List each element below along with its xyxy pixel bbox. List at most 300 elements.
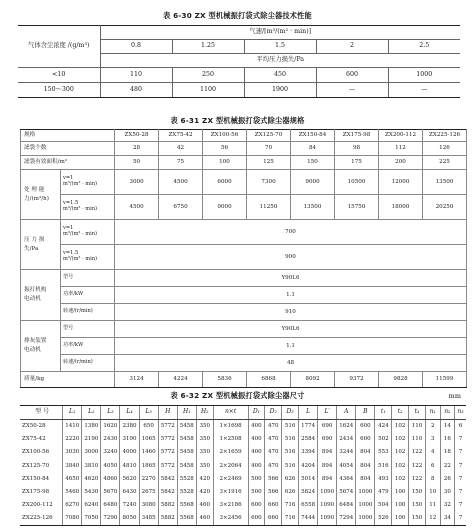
table-cell: 11599 bbox=[423, 372, 467, 388]
table-cell: 400 bbox=[248, 420, 265, 433]
table-cell: 1000 bbox=[356, 512, 375, 525]
column-header: n₂ bbox=[440, 406, 455, 420]
table-cell: 102 bbox=[392, 420, 409, 433]
table-row bbox=[21, 304, 467, 321]
table-row bbox=[21, 338, 467, 355]
table-cell: 6480 bbox=[101, 499, 120, 512]
table-cell: 1.1 bbox=[115, 338, 467, 355]
table-cell: 7 bbox=[455, 485, 466, 498]
table-cell: 6270 bbox=[63, 499, 82, 512]
model-header: ZX125-70 bbox=[247, 130, 291, 142]
row-label: 滤袋有效面积/m² bbox=[21, 156, 115, 170]
table-cell: 102 bbox=[392, 433, 409, 446]
table-cell: 3244 bbox=[337, 446, 356, 459]
table-cell: 2220 bbox=[63, 433, 82, 446]
table-cell: 516 bbox=[282, 459, 299, 472]
table-cell: 3190 bbox=[120, 433, 139, 446]
table-row bbox=[20, 485, 466, 498]
table-cell: 2×1659 bbox=[213, 446, 248, 459]
table-row bbox=[18, 68, 460, 83]
table-cell: 516 bbox=[282, 420, 299, 433]
model-header: ZX100-56 bbox=[203, 130, 247, 142]
table-cell: 1000 bbox=[388, 68, 460, 83]
table-cell: 225 bbox=[423, 156, 467, 170]
column-header: L₅ bbox=[139, 406, 158, 420]
table-cell: 42 bbox=[159, 142, 203, 156]
table-cell: 1090 bbox=[318, 512, 337, 525]
table-cell: 9828 bbox=[379, 372, 423, 388]
table-cell: 3840 bbox=[63, 459, 82, 472]
sub-label: 功率/kW bbox=[61, 287, 115, 304]
unit-label: mm bbox=[448, 392, 461, 400]
table-cell: 2434 bbox=[337, 433, 356, 446]
table-cell: 150 bbox=[409, 499, 426, 512]
sub-label: v=1.5 m³/(m² · min) bbox=[61, 245, 115, 270]
column-header: L bbox=[299, 406, 318, 420]
table-cell: 5528 bbox=[177, 485, 196, 498]
table-cell: 34 bbox=[440, 512, 455, 525]
table-cell: 8050 bbox=[120, 512, 139, 525]
table-cell: 516 bbox=[375, 459, 392, 472]
table-cell: 470 bbox=[265, 459, 282, 472]
table-row bbox=[21, 142, 467, 156]
table-cell: 1065 bbox=[139, 433, 158, 446]
table-cell: 350 bbox=[196, 420, 213, 433]
table-cell: Y90L6 bbox=[115, 270, 467, 287]
table-cell: 4364 bbox=[337, 472, 356, 485]
table-cell: 10 bbox=[425, 485, 440, 498]
column-header: n₃ bbox=[455, 406, 466, 420]
row-label: 处 理 能 力/(m³/h) bbox=[21, 170, 61, 220]
table-cell: 420 bbox=[196, 472, 213, 485]
table-cell: 175 bbox=[335, 156, 379, 170]
column-header: n₁ bbox=[425, 406, 440, 420]
table-cell: 150 bbox=[409, 512, 426, 525]
table-cell: 5824 bbox=[299, 485, 318, 498]
table-cell: 420 bbox=[196, 485, 213, 498]
table-cell: 112 bbox=[379, 142, 423, 156]
column-header: t₁ bbox=[375, 406, 392, 420]
table-cell: 8 bbox=[425, 472, 440, 485]
table-cell: 2190 bbox=[82, 433, 101, 446]
table-cell: 3000 bbox=[82, 446, 101, 459]
table-cell: 2×2064 bbox=[213, 459, 248, 472]
table-cell: 4000 bbox=[120, 446, 139, 459]
column-header: B bbox=[356, 406, 375, 420]
table-cell: 5458 bbox=[177, 459, 196, 472]
table-cell: 5430 bbox=[82, 485, 101, 498]
table-cell: 3×1916 bbox=[213, 485, 248, 498]
table-cell: 626 bbox=[282, 472, 299, 485]
model-header: ZX175-98 bbox=[335, 130, 379, 142]
table-row bbox=[20, 512, 466, 525]
table-cell: 1100 bbox=[172, 83, 244, 98]
table-cell: 3×2186 bbox=[213, 499, 248, 512]
table-cell: 100 bbox=[203, 156, 247, 170]
table-cell: 6 bbox=[455, 420, 466, 433]
table-cell: 48 bbox=[115, 355, 467, 372]
table-cell: 2584 bbox=[299, 433, 318, 446]
table-cell: 7050 bbox=[82, 512, 101, 525]
table-cell: 4050 bbox=[101, 459, 120, 472]
table-cell: 894 bbox=[318, 459, 337, 472]
sub-label: 转速/(r/min) bbox=[61, 304, 115, 321]
table-cell: 102 bbox=[392, 446, 409, 459]
sub-label: 功率/kW bbox=[61, 338, 115, 355]
table-cell: 9000 bbox=[203, 195, 247, 220]
table-cell: 7240 bbox=[120, 499, 139, 512]
table-cell: 504 bbox=[375, 499, 392, 512]
table-cell: 910 bbox=[115, 304, 467, 321]
table-cell: 5842 bbox=[158, 485, 177, 498]
table-cell: 16 bbox=[440, 433, 455, 446]
sub-label: v=1.5 m³/(m² · min) bbox=[61, 195, 115, 220]
table-cell: 5460 bbox=[63, 485, 82, 498]
table-cell: 28 bbox=[115, 142, 159, 156]
velocity-value: 2 bbox=[316, 40, 388, 54]
table-6-31-caption: 表 6-31 ZX 型机械振打袋式除尘器规格 bbox=[170, 116, 305, 125]
table-cell: — bbox=[388, 83, 460, 98]
table-cell: 2×2469 bbox=[213, 472, 248, 485]
table-cell: 14 bbox=[440, 420, 455, 433]
column-header: D₁ bbox=[248, 406, 265, 420]
table-cell: 3080 bbox=[139, 499, 158, 512]
table-row bbox=[20, 433, 466, 446]
table-cell: 50 bbox=[115, 156, 159, 170]
sub-label: v=1 m³/(m² · min) bbox=[61, 220, 115, 245]
table-cell: 13500 bbox=[291, 195, 335, 220]
model-name-cell: ZX75-42 bbox=[22, 436, 46, 443]
table-cell: 716 bbox=[282, 499, 299, 512]
column-header: t₃ bbox=[409, 406, 426, 420]
table-cell: 3810 bbox=[82, 459, 101, 472]
table-cell: 122 bbox=[409, 446, 426, 459]
table-cell: 526 bbox=[375, 512, 392, 525]
table-cell: 5882 bbox=[158, 499, 177, 512]
table-6-32-caption: 表 6-32 ZX 型机械振打袋式除尘器尺寸 bbox=[170, 391, 305, 400]
table-header-row bbox=[20, 406, 466, 420]
table-cell: 1620 bbox=[101, 420, 120, 433]
table-row bbox=[20, 459, 466, 472]
table-cell: 690 bbox=[318, 433, 337, 446]
table-cell: 424 bbox=[375, 420, 392, 433]
table-cell: 3000 bbox=[115, 170, 159, 195]
table-cell: 894 bbox=[318, 446, 337, 459]
row-label: 排灰装置 电动机 bbox=[21, 321, 61, 372]
table-cell: 5882 bbox=[158, 512, 177, 525]
table-cell: 5568 bbox=[177, 499, 196, 512]
table-row bbox=[21, 355, 467, 372]
model-header: ZX225-126 bbox=[423, 130, 467, 142]
table-cell: 7300 bbox=[247, 170, 291, 195]
table-cell: Y90L6 bbox=[115, 321, 467, 338]
table-cell: 7 bbox=[455, 512, 466, 525]
column-header: L₁ bbox=[63, 406, 82, 420]
table-cell: 480 bbox=[100, 83, 172, 98]
dust-concentration-header: 气体含尘浓度 /(g/m³) bbox=[18, 26, 100, 68]
table-cell: 500 bbox=[248, 472, 265, 485]
table-row bbox=[20, 472, 466, 485]
row-label: <10 bbox=[18, 68, 100, 83]
table-cell: 84 bbox=[291, 142, 335, 156]
table-row bbox=[20, 420, 466, 433]
table-cell: 4650 bbox=[63, 472, 82, 485]
table-6-30-caption: 表 6-30 ZX 型机械振打袋式除尘器技术性能 bbox=[163, 11, 312, 20]
table-cell: 470 bbox=[265, 420, 282, 433]
table-cell: 2 bbox=[425, 420, 440, 433]
model-header: ZX75-42 bbox=[159, 130, 203, 142]
table-cell: 1380 bbox=[82, 420, 101, 433]
table-cell: 6750 bbox=[159, 195, 203, 220]
table-cell: 894 bbox=[318, 472, 337, 485]
table-cell: 470 bbox=[265, 433, 282, 446]
table-cell: 700 bbox=[115, 220, 467, 245]
spec-label: 规格 bbox=[21, 130, 115, 142]
table-cell: 1774 bbox=[299, 420, 318, 433]
table-cell: 690 bbox=[318, 420, 337, 433]
table-cell: 5836 bbox=[203, 372, 247, 388]
table-row bbox=[21, 372, 467, 388]
table-cell: 5772 bbox=[158, 446, 177, 459]
table-cell: 1624 bbox=[337, 420, 356, 433]
table-cell: 900 bbox=[115, 245, 467, 270]
table-cell: 553 bbox=[375, 446, 392, 459]
table-cell: 450 bbox=[244, 68, 316, 83]
table-cell: 7080 bbox=[63, 512, 82, 525]
table-cell: 6868 bbox=[247, 372, 291, 388]
column-header: L₃ bbox=[101, 406, 120, 420]
table-cell: 350 bbox=[196, 433, 213, 446]
column-header: D₂ bbox=[265, 406, 282, 420]
table-cell: 3124 bbox=[115, 372, 159, 388]
table-cell: 6 bbox=[425, 459, 440, 472]
sub-label: 转速/(r/min) bbox=[61, 355, 115, 372]
table-row bbox=[21, 170, 467, 195]
table-cell: 2380 bbox=[120, 420, 139, 433]
column-header: t₂ bbox=[392, 406, 409, 420]
model-name-cell: ZX125-70 bbox=[22, 462, 50, 469]
table-cell: 20250 bbox=[423, 195, 467, 220]
table-cell: 600 bbox=[248, 512, 265, 525]
row-label: 质量/kg bbox=[21, 372, 115, 388]
table-cell: 4810 bbox=[120, 459, 139, 472]
table-cell: 126 bbox=[423, 142, 467, 156]
table-cell: 1460 bbox=[139, 446, 158, 459]
model-name-cell: ZX100-56 bbox=[22, 449, 50, 456]
table-row bbox=[21, 245, 467, 270]
table-row bbox=[21, 287, 467, 304]
table-cell: 7 bbox=[455, 459, 466, 472]
table-cell: 502 bbox=[375, 433, 392, 446]
table-cell: 460 bbox=[196, 499, 213, 512]
table-cell: 12000 bbox=[379, 170, 423, 195]
table-cell: 600 bbox=[356, 433, 375, 446]
table-cell: 22 bbox=[440, 459, 455, 472]
table-cell: 18000 bbox=[379, 195, 423, 220]
model-name-cell: ZX225-126 bbox=[20, 512, 63, 525]
table-cell: 1865 bbox=[139, 459, 158, 472]
table-cell: 600 bbox=[356, 420, 375, 433]
table-cell: 493 bbox=[375, 472, 392, 485]
table-row bbox=[21, 156, 467, 170]
table-cell: 716 bbox=[282, 512, 299, 525]
model-header: ZX150-84 bbox=[291, 130, 335, 142]
table-cell: 5014 bbox=[299, 472, 318, 485]
table-cell: — bbox=[316, 83, 388, 98]
velocity-value: 0.8 bbox=[100, 40, 172, 54]
table-cell: 804 bbox=[356, 472, 375, 485]
table-cell: 7444 bbox=[299, 512, 318, 525]
table-cell: 400 bbox=[248, 459, 265, 472]
table-cell: 102 bbox=[392, 459, 409, 472]
table-cell: 4224 bbox=[159, 372, 203, 388]
table-cell: 4860 bbox=[101, 472, 120, 485]
column-header: D₃ bbox=[282, 406, 299, 420]
table-cell: 7 bbox=[455, 433, 466, 446]
table-cell: 150 bbox=[291, 156, 335, 170]
table-cell: 200 bbox=[379, 156, 423, 170]
table-cell: 5458 bbox=[177, 446, 196, 459]
table-cell: 1000 bbox=[356, 499, 375, 512]
table-row bbox=[20, 446, 466, 459]
table-cell: 125 bbox=[247, 156, 291, 170]
table-cell: 6000 bbox=[203, 170, 247, 195]
table-cell: 250 bbox=[172, 68, 244, 83]
table-cell: 600 bbox=[316, 68, 388, 83]
table-cell: 3030 bbox=[63, 446, 82, 459]
table-cell: 100 bbox=[392, 485, 409, 498]
pressure-loss-header: 平均压力损失/Pa bbox=[100, 54, 460, 68]
sub-label: 型号 bbox=[61, 270, 115, 287]
table-row bbox=[21, 195, 467, 220]
table-cell: 566 bbox=[265, 472, 282, 485]
table-cell: 100 bbox=[392, 512, 409, 525]
table-cell: 2675 bbox=[139, 485, 158, 498]
table-cell: 3240 bbox=[101, 446, 120, 459]
table-cell: 500 bbox=[248, 485, 265, 498]
velocity-value: 1.25 bbox=[172, 40, 244, 54]
table-cell: 804 bbox=[356, 446, 375, 459]
table-cell: 4054 bbox=[337, 459, 356, 472]
table-row bbox=[20, 499, 466, 512]
table-cell: 6558 bbox=[299, 499, 318, 512]
table-cell: 110 bbox=[409, 420, 426, 433]
table-cell: 18 bbox=[440, 446, 455, 459]
table-cell: 30 bbox=[440, 485, 455, 498]
column-header: A bbox=[337, 406, 356, 420]
table-cell: 110 bbox=[409, 433, 426, 446]
table-cell: 350 bbox=[196, 459, 213, 472]
table-cell: 4620 bbox=[82, 472, 101, 485]
table-cell: 75 bbox=[159, 156, 203, 170]
velocity-value: 2.5 bbox=[388, 40, 460, 54]
model-name-cell: ZX150-84 bbox=[22, 475, 50, 482]
table-cell: 600 bbox=[248, 499, 265, 512]
velocity-value: 1.5 bbox=[244, 40, 316, 54]
table-cell: 12 bbox=[425, 512, 440, 525]
table-cell: 5458 bbox=[177, 420, 196, 433]
column-header: H₁ bbox=[177, 406, 196, 420]
table-cell: 1×1698 bbox=[213, 420, 248, 433]
table-cell: 15750 bbox=[335, 195, 379, 220]
table-cell: 3×2456 bbox=[213, 512, 248, 525]
table-row bbox=[21, 220, 467, 245]
column-header: H bbox=[158, 406, 177, 420]
table-cell: 2430 bbox=[101, 433, 120, 446]
table-cell: 4500 bbox=[159, 170, 203, 195]
table-cell: 350 bbox=[196, 446, 213, 459]
table-cell: 5772 bbox=[158, 459, 177, 472]
column-header: L′ bbox=[318, 406, 337, 420]
table-cell: 5772 bbox=[158, 433, 177, 446]
table-cell: 122 bbox=[409, 472, 426, 485]
table-cell: 400 bbox=[248, 446, 265, 459]
column-header: L₄ bbox=[120, 406, 139, 420]
table-cell: 660 bbox=[265, 512, 282, 525]
table-cell: 2270 bbox=[139, 472, 158, 485]
row-label: 振打机构 电动机 bbox=[21, 270, 61, 321]
table-cell: 5674 bbox=[337, 485, 356, 498]
model-name-cell: ZX175-98 bbox=[22, 489, 50, 495]
table-6-30 bbox=[18, 25, 460, 98]
table-cell: 1090 bbox=[318, 499, 337, 512]
table-6-32 bbox=[20, 405, 466, 526]
table-cell: 470 bbox=[265, 446, 282, 459]
table-6-31 bbox=[20, 129, 467, 388]
table-cell: 9000 bbox=[291, 170, 335, 195]
table-cell: 6430 bbox=[120, 485, 139, 498]
sub-label: 型号 bbox=[61, 321, 115, 338]
table-cell: 7 bbox=[455, 472, 466, 485]
table-cell: 5568 bbox=[177, 512, 196, 525]
table-cell: 4500 bbox=[115, 195, 159, 220]
table-cell: 1×2508 bbox=[213, 433, 248, 446]
table-cell: 566 bbox=[265, 485, 282, 498]
table-cell: 1000 bbox=[356, 485, 375, 498]
model-name-cell: ZX200-112 bbox=[22, 502, 53, 509]
table-cell: 56 bbox=[203, 142, 247, 156]
table-cell: 3485 bbox=[139, 512, 158, 525]
table-cell: 26 bbox=[440, 472, 455, 485]
row-label: 压 力 损 失/Pa bbox=[21, 220, 61, 270]
table-cell: 400 bbox=[248, 433, 265, 446]
table-cell: 1410 bbox=[63, 420, 82, 433]
velocity-header: 气速/[m³/(m² · min)] bbox=[100, 26, 460, 40]
table-cell: 5458 bbox=[177, 433, 196, 446]
table-cell: 122 bbox=[409, 459, 426, 472]
table-cell: 3 bbox=[425, 433, 440, 446]
table-cell: 102 bbox=[392, 472, 409, 485]
table-row bbox=[18, 83, 460, 98]
table-cell: 11 bbox=[425, 499, 440, 512]
table-cell: 3394 bbox=[299, 446, 318, 459]
table-cell: 5842 bbox=[158, 472, 177, 485]
model-header: ZX200-112 bbox=[379, 130, 423, 142]
table-cell: 7 bbox=[455, 446, 466, 459]
table-cell: 1090 bbox=[318, 485, 337, 498]
sub-label: v=1 m³/(m² · min) bbox=[61, 170, 115, 195]
table-cell: 100 bbox=[392, 499, 409, 512]
table-cell: 660 bbox=[265, 499, 282, 512]
table-cell: 6240 bbox=[82, 499, 101, 512]
model-header: ZX50-28 bbox=[115, 130, 159, 142]
table-cell: 7294 bbox=[337, 512, 356, 525]
table-cell: 626 bbox=[282, 485, 299, 498]
column-header: n×t bbox=[213, 406, 248, 420]
table-cell: 110 bbox=[100, 68, 172, 83]
table-cell: 804 bbox=[356, 459, 375, 472]
model-name-cell: ZX50-28 bbox=[22, 423, 46, 430]
